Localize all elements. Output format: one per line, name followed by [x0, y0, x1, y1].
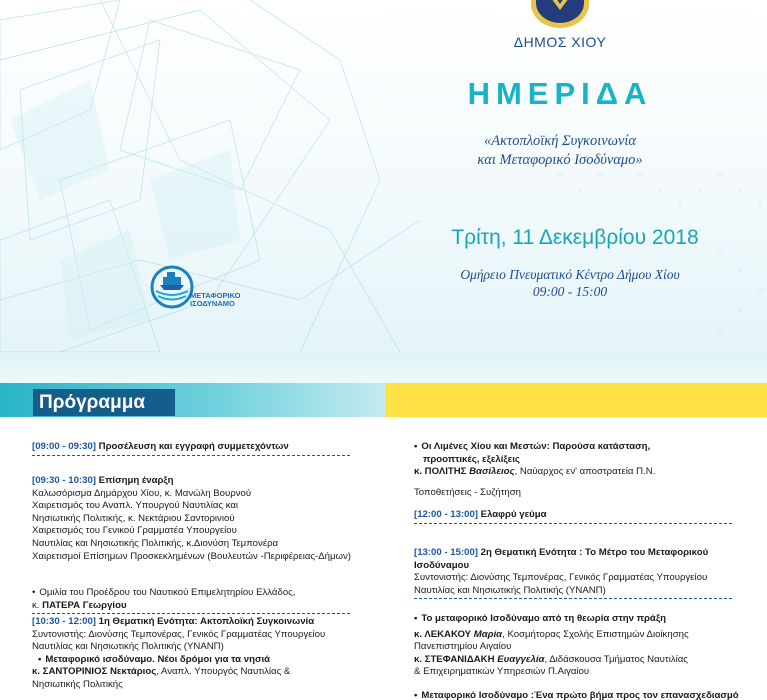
speaker-role: , Κοσμήτορας Σχολής Επιστημών Διοίκησης [502, 628, 689, 640]
session-bullet: • Μεταφορικό Ισοδύναμο :Ένα πρώτο βήμα προς τον επανασχεδιασμό [414, 690, 749, 700]
session-time: [10:30 - 12:00] [32, 616, 96, 627]
session-bullet: • Το μεταφορικό Ισοδύναμο από τη θεωρία στην πράξη [414, 613, 749, 626]
session-thematic-2 [414, 547, 749, 601]
speaker-prefix: κ. [32, 599, 40, 611]
speaker-given-name: Βασίλειος [469, 466, 515, 478]
session-bullet-cont: προοπτικές, εξελίξεις [423, 453, 520, 465]
logo-text [190, 292, 270, 308]
session-title: 1η Θεματική Ενότητα: Ακτοπλοϊκή Συγκοινωνία [98, 616, 315, 627]
session-line: Χαιρετισμός του Γενικού Γραμματέα Υπουργείου [32, 525, 237, 537]
session-line: Χαιρετισμός του Αναπλ. Υπουργού Ναυτιλίας και [32, 500, 239, 512]
event-title: ΗΜΕΡΙΔΑ [467, 76, 653, 111]
municipality-seal-icon [529, 0, 591, 28]
session-title: 2η Θεματική Ενότητα : Το Μέτρο του Μεταφορικού [480, 547, 709, 558]
speaker-role: , Ναύαρχος εν' αποστρατεία Π.Ν. [514, 466, 656, 478]
session-line: Ναυτιλίας και Νησιωτικής Πολιτικής (ΥΝΑΝΠ) [32, 641, 224, 653]
session-line: Τοποθετήσεις - Συζήτηση [414, 487, 521, 498]
subtitle-line: «Ακτοπλοϊκή Συγκοινωνία [483, 133, 637, 149]
event-date: Τρίτη, 11 Δεκεμβρίου 2018 [451, 226, 699, 249]
speaker-given-name: Ευαγγελία [497, 653, 545, 665]
session-line: Χαιρετισμοί Επίσημων Προσκεκλημένων (Βουλευτών -Περιφέρειας-Δήμων) [32, 550, 351, 562]
logo-text-line: ΜΕΤΑΦΟΡΙΚΟ [190, 291, 241, 300]
divider [414, 598, 732, 599]
session-time: [09:00 - 09:30] [32, 441, 96, 452]
session-line: Ναυτιλίας και Νησιωτικής Πολιτικής, κ.Διονύση Τεμπονέρα [32, 537, 279, 549]
event-subtitle [410, 132, 710, 170]
session-arrival [32, 441, 384, 458]
programme-heading: Πρόγραμμα [33, 389, 175, 416]
speaker-name: κ. ΠΟΛΙΤΗΣ [414, 466, 467, 478]
session-redesign [414, 690, 749, 700]
session-title-cont: Ισοδύναμου [414, 559, 470, 571]
divider [32, 613, 350, 614]
session-bullet: • Οι Λιμένες Χίου και Μεστών: Παρούσα κατάσταση, [414, 441, 749, 454]
session-bullet-chamber [32, 587, 384, 616]
subtitle-line: και Μεταφορικό Ισοδύναμο» [477, 152, 643, 168]
speaker-role: , Αναπλ. Υπουργός Ναυτιλίας & [156, 666, 291, 678]
session-title: Επίσημη έναρξη [98, 475, 174, 486]
session-thematic-1 [32, 616, 384, 692]
session-line: Συντονιστής: Διονύσης Τεμπονέρας, Γενικός Γραμματέας Υπουργείου [32, 628, 326, 640]
session-bullet: • Μεταφορικό ισοδύναμο. Νέοι δρόμοι για τα νησιά [32, 654, 384, 667]
logo-text-line: ΙΣΟΔΥΝΑΜΟ [190, 299, 235, 308]
speaker-name: κ. ΣΑΝΤΟΡΙΝΙΟΣ Νεκτάριος [32, 666, 157, 678]
session-time: [12:00 - 13:00] [414, 509, 478, 520]
speaker-name: ΠΑΤΕΡΑ Γεωργίου [42, 599, 127, 611]
session-title: Ελαφρύ γεύμα [480, 509, 547, 520]
session-time: [09:30 - 10:30] [32, 475, 96, 486]
venue-name: Ομήρειο Πνευματικό Κέντρο Δήμου Χίου [460, 267, 680, 282]
speaker-name: κ. ΣΤΕΦΑΝΙΔΑΚΗ [414, 653, 495, 665]
session-line: Καλωσόρισμα Δημάρχου Χίου, κ. Μανώλη Βουρνού [32, 487, 252, 499]
speaker-role: Πανεπιστημίου Αιγαίου [414, 641, 512, 653]
session-line: Συντονιστής: Διονύσης Τεμπονέρας, Γενικός Γραμματέας Υπουργείου [414, 572, 708, 584]
session-opening [32, 475, 384, 563]
session-time: [13:00 - 15:00] [414, 547, 478, 558]
session-theory-practice [414, 613, 749, 679]
session-lunch [414, 509, 749, 526]
speaker-role: & Επιχειρηματικών Υπηρεσιών Π.Αιγαίου [414, 666, 590, 678]
municipality-name: ΔΗΜΟΣ ΧΙΟΥ [513, 34, 607, 50]
session-line: Ναυτιλίας και Νησιωτικής Πολιτικής (ΥΝΑΝΠ) [414, 584, 606, 596]
session-ports [414, 441, 749, 479]
session-bullet: • Ομιλία του Προέδρου του Ναυτικού Επιμελητηρίου Ελλάδος, [32, 587, 384, 600]
speaker-given-name: Μαρία [473, 628, 503, 640]
event-hours: 09:00 - 15:00 [532, 284, 608, 299]
session-discussion [414, 487, 749, 500]
session-line: Νησιωτικής Πολιτικής, κ. Νεκτάριου Σαντορινιού [32, 512, 235, 524]
divider [32, 455, 350, 456]
divider [414, 523, 732, 524]
speaker-role: Νησιωτικής Πολιτικής [32, 678, 123, 690]
session-title: Προσέλευση και εγγραφή συμμετεχόντων [98, 441, 289, 452]
event-venue [420, 266, 720, 300]
speaker-role: , Διδάσκουσα Τμήματος Ναυτιλίας [544, 653, 688, 665]
speaker-name: κ. ΛΕΚΑΚΟΥ [414, 628, 472, 640]
